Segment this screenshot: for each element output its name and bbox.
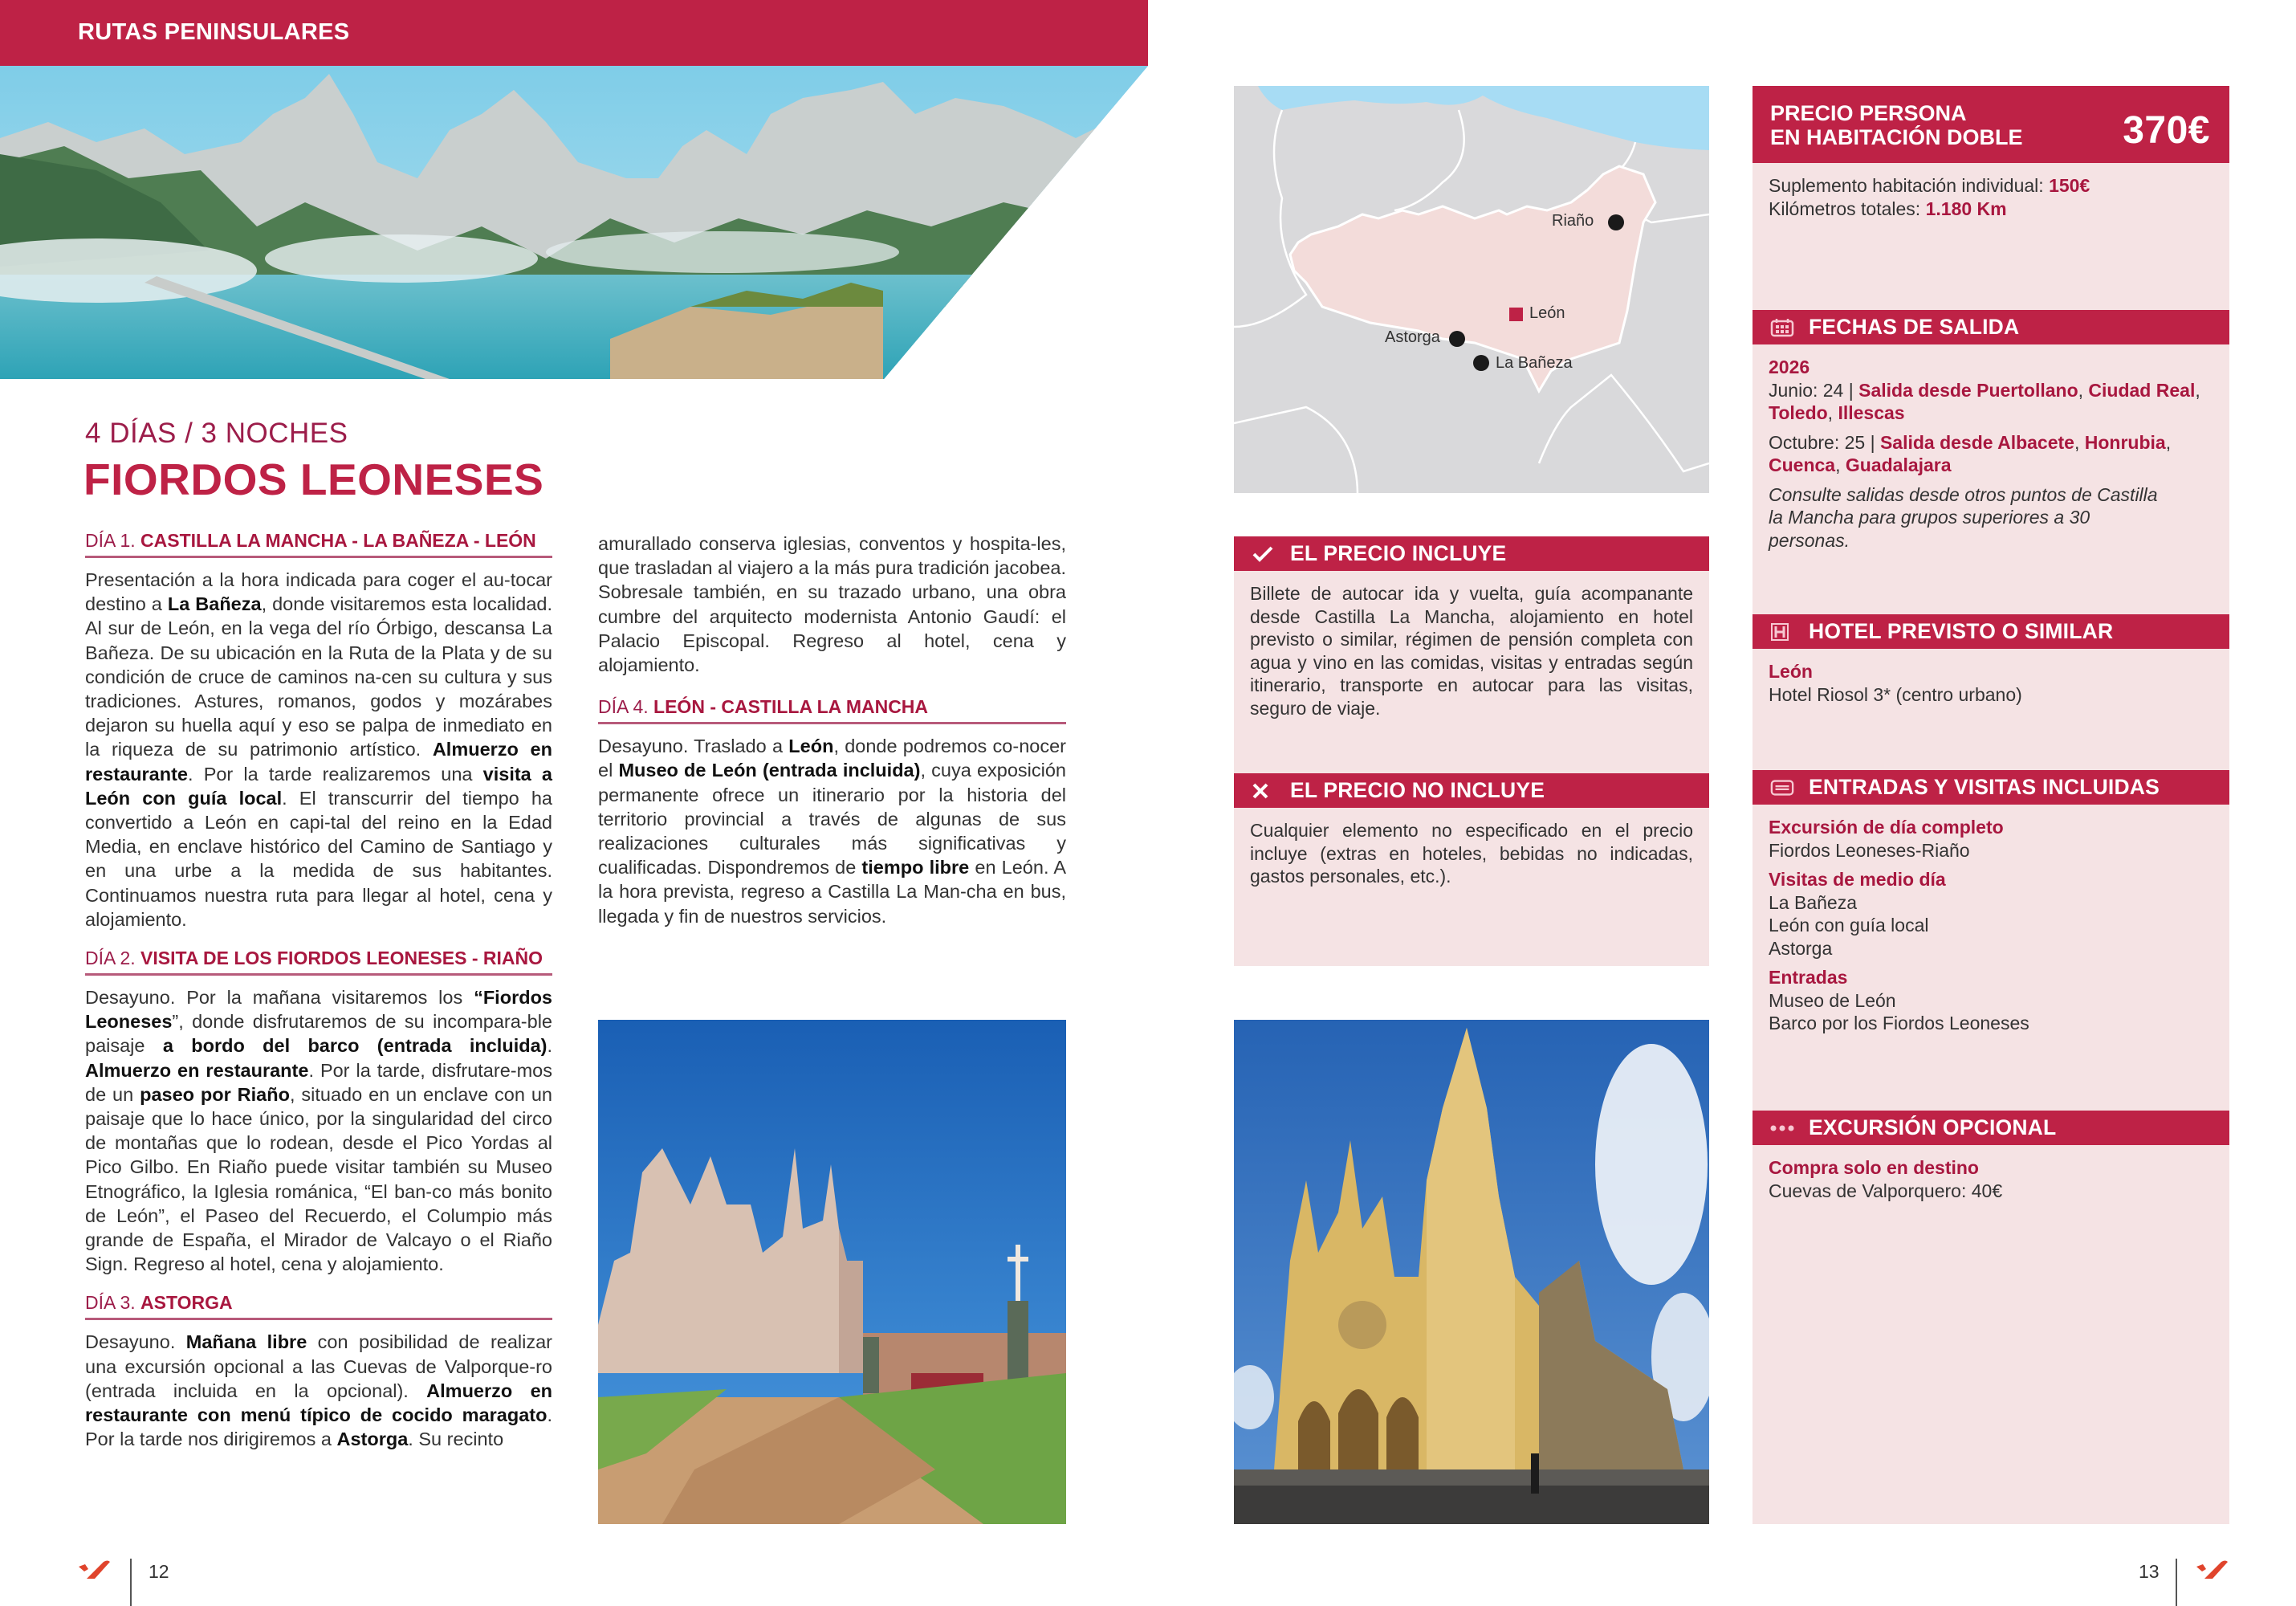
day-3-heading: DÍA 3. ASTORGA — [85, 1290, 552, 1320]
section-label: RUTAS PENINSULARES — [78, 19, 350, 45]
trip-duration: 4 DÍAS / 3 NOCHES — [85, 418, 348, 449]
departures-year: 2026 — [1769, 357, 1810, 377]
day-4-text: Desayuno. Traslado a León, donde podremos co-nocer el Museo de León (entrada incluida), cuya exposición permanente ofrece un itinerario por la historia del territorio provincial a través de algunas de sus realizaciones culturales más significativas y cualificadas. Dispondremos de tiempo libre en León. A la hora prevista, regreso a Castilla La Man-cha en bus, llegada y fin de nuestros servicios. — [598, 736, 1067, 927]
visits-header: ENTRADAS Y VISITAS INCLUIDAS — [1753, 770, 2229, 805]
itinerary-column-1 — [85, 528, 552, 1466]
day-4-heading: DÍA 4. LEÓN - CASTILLA LA MANCHA — [598, 695, 1066, 724]
map-illustration — [1234, 86, 1709, 493]
visits-group-full-day: Excursión de día completo Fiordos Leoneses-Riaño — [1769, 817, 2004, 861]
section-header-band — [0, 0, 1148, 66]
day-2-heading: DÍA 2. VISITA DE LOS FIORDOS LEONESES - RIAÑO — [85, 946, 552, 976]
day-3-text: Desayuno. Mañana libre con posibilidad de realizar una excursión opcional a las Cuevas de Valporque-ro (entrada incluida en la opcional). Almuerzo en restaurante con menú típico de cocido maragato. Por la tarde nos dirigiremos a Astorga. Su recinto — [85, 1331, 552, 1450]
calendar-icon — [1770, 318, 1794, 337]
hotel-icon — [1770, 622, 1794, 642]
map-marker-leon-capital — [1509, 308, 1523, 321]
departure-june: Junio: 24 | Salida desde Puertollano, Ciudad Real, Toledo, Illescas — [1769, 379, 2200, 423]
total-kilometers: Kilómetros totales: 1.180 Km — [1769, 198, 2007, 219]
visits-group-half-day: Visitas de medio día La Bañeza León con guía local Astorga — [1769, 869, 1946, 959]
day-3 — [85, 1290, 552, 1451]
footer-divider-left — [130, 1559, 132, 1606]
map-label-la-baneza: La Bañeza — [1496, 354, 1573, 372]
brand-logo-left-icon — [77, 1559, 112, 1584]
hotel-body — [1753, 649, 2229, 770]
excludes-header: EL PRECIO NO INCLUYE — [1234, 773, 1709, 808]
hotel-header: HOTEL PREVISTO O SIMILAR — [1753, 614, 2229, 649]
single-supplement: Suplemento habitación individual: 150€ — [1769, 175, 2090, 196]
hotel-name: Hotel Riosol 3* (centro urbano) — [1769, 683, 2022, 705]
day-4 — [598, 695, 1066, 928]
includes-text: Billete de autocar ida y vuelta, guía acompanante desde Castilla La Mancha, alojamiento en hotel previsto o similar, régimen de pensión completa con agua y vino en las comidas, visitas y entradas según itinerario, transporte en autocar para las visitas, seguro de viaje. — [1250, 583, 1693, 719]
ticket-icon — [1770, 778, 1794, 797]
day-2 — [85, 946, 552, 1276]
map-marker-astorga — [1449, 331, 1465, 347]
photo-leon-cathedral — [1234, 1020, 1709, 1524]
visits-body — [1753, 805, 2229, 1111]
day-1-heading: DÍA 1. CASTILLA LA MANCHA - LA BAÑEZA - LEÓN — [85, 528, 552, 558]
page-number-left: 12 — [149, 1561, 169, 1582]
departure-october: Octubre: 25 | Salida desde Albacete, Honrubia, Cuenca, Guadalajara — [1769, 431, 2172, 475]
trip-title: FIORDOS LEONESES — [83, 454, 544, 504]
optional-excursion-header: EXCURSIÓN OPCIONAL — [1753, 1111, 2229, 1145]
dots-icon — [1770, 1124, 1794, 1132]
mountain-landscape-illustration — [0, 66, 1148, 379]
visits-group-entries: Entradas Museo de León Barco por los Fiordos Leoneses — [1769, 967, 2029, 1033]
day-3-text-continued: amurallado conserva iglesias, conventos y hospita-les, que trasladan al viajero a la más pura tradición jacobea. Sobresale también, en su trazado urbano, una obra cumbre del arquitecto modernista Antonio Gaudí: el Palacio Episcopal. Regreso al hotel, cena y alojamiento. — [598, 533, 1066, 676]
includes-header: EL PRECIO INCLUYE — [1234, 536, 1709, 571]
x-icon — [1252, 782, 1276, 800]
palace-illustration — [598, 1020, 1066, 1524]
price-label: PRECIO PERSONA EN HABITACIÓN DOBLE — [1770, 101, 2023, 149]
hero-photo-riano-reservoir — [0, 66, 1148, 379]
photo-palacio-episcopal-astorga — [598, 1020, 1066, 1524]
itinerary-column-2 — [598, 532, 1066, 943]
map-label-riano: Riaño — [1552, 212, 1594, 230]
map-marker-riano — [1608, 214, 1624, 230]
price-details — [1753, 163, 2229, 310]
day-1 — [85, 528, 552, 931]
price-conditions-panel — [1234, 536, 1709, 966]
day-1-text: Presentación a la hora indicada para coger el au-tocar destino a La Bañeza, donde visitaremos esta localidad. Al sur de León, en la vega del río Órbigo, descansa La Bañeza. De su ubicación en la Ruta de la Plata y de su condición de cruce de caminos na-cen su cultura y sus tradiciones. Astures, romanos, godos y mozárabes dejaron su huella aquí y eso se palpa de inmediato en la riqueza de su patrimonio artístico. Almuerzo en restaurante. Por la tarde realizaremos una visita a León con guía local. El transcurrir del tiempo ha convertido a León en capi-tal del reino en la Edad Media, en enclave histórico del Camino de Santiago y en una urbe a la medida de sus habitantes. Continuamos nuestra ruta para llegar al hotel, cena y alojamiento. — [85, 569, 552, 930]
map-label-astorga: Astorga — [1385, 328, 1440, 346]
cathedral-illustration — [1234, 1020, 1709, 1524]
hotel-city: León — [1769, 661, 1813, 682]
price-header — [1753, 86, 2229, 163]
day-2-text: Desayuno. Por la mañana visitaremos los “Fiordos Leoneses”, donde disfrutaremos de su incompara-ble paisaje a bordo del barco (entrada incluida). Almuerzo en restaurante. Por la tarde, disfrutare-mos de un paseo por Riaño, situado en un enclave con un paisaje que lo hace único, por la singularidad del circo de montañas que lo rodean, desde el Pico Yordas al Pico Gilbo. En Riaño puede visitar también su Museo Etnográfico, la Iglesia románica, “El ban-co más bonito de León”, el Paseo del Recuerdo, el Columpio más grande de España, el Mirador de Valcayo o el Riaño Sign. Regreso al hotel, cena y alojamiento. — [85, 987, 553, 1275]
optional-excursion-body: Compra solo en destino Cuevas de Valporquero: 40€ — [1769, 1157, 2003, 1201]
price-value: 370€ — [2123, 109, 2210, 152]
route-map — [1234, 86, 1709, 493]
excludes-text: Cualquier elemento no especificado en el precio incluye (extras en hoteles, bebidas no indicadas, gastos personales, etc.). — [1250, 820, 1693, 887]
brand-logo-right-icon — [2195, 1559, 2230, 1584]
map-label-leon: León — [1529, 304, 1565, 322]
map-marker-la-baneza — [1473, 355, 1489, 371]
trip-details-panel — [1753, 86, 2229, 1524]
footer-divider-right — [2176, 1559, 2177, 1606]
departures-note: Consulte salidas desde otros puntos de Castilla la Mancha para grupos superiores a 30 personas. — [1769, 483, 2158, 551]
departures-header: FECHAS DE SALIDA — [1753, 310, 2229, 344]
departures-body — [1753, 344, 2229, 614]
check-icon — [1252, 545, 1276, 563]
page-number-right: 13 — [2139, 1561, 2160, 1582]
